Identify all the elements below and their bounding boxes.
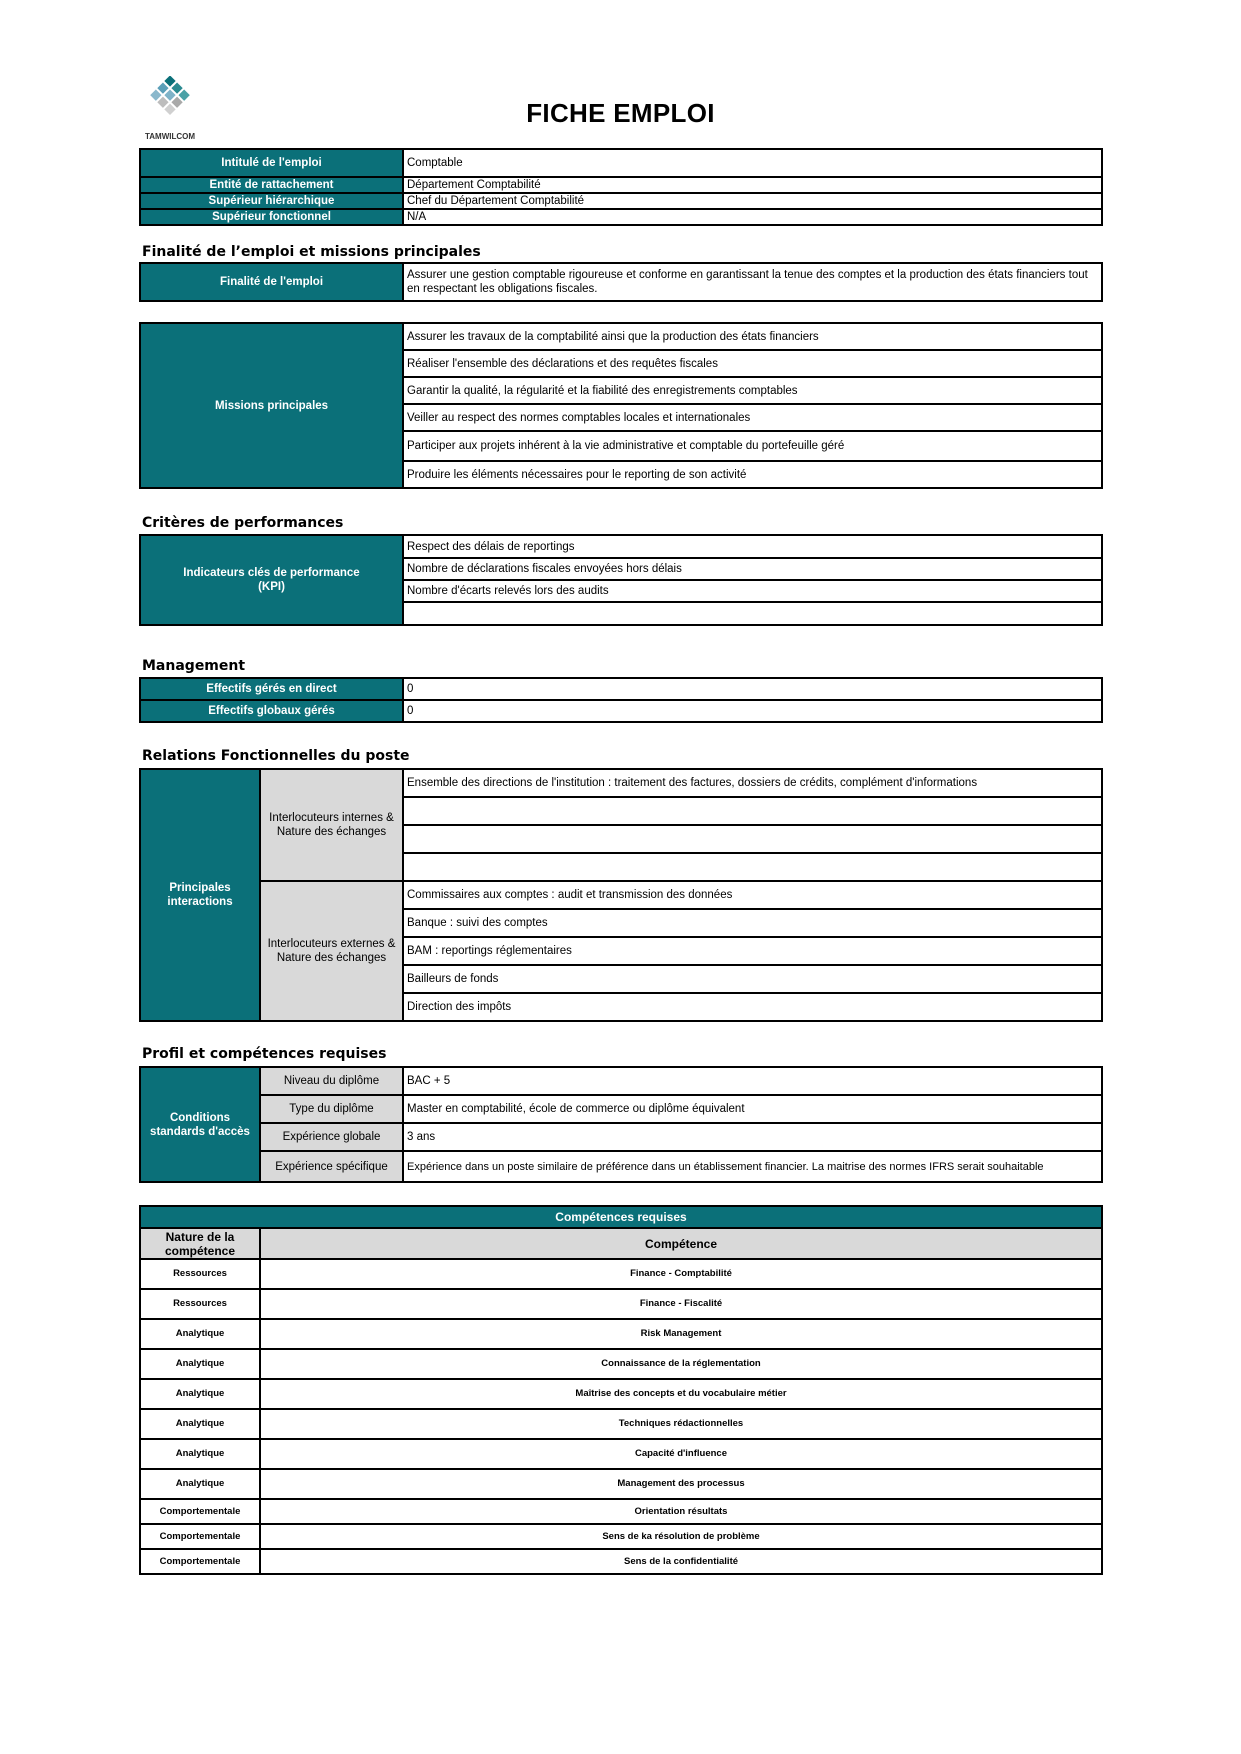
kpi-label — [140, 535, 403, 625]
field-value: Comptable — [403, 149, 1102, 177]
externes-label — [260, 881, 403, 1021]
nature-cell: Comportementale — [140, 1524, 260, 1549]
table-row — [140, 700, 1102, 722]
table-row — [140, 1151, 1102, 1182]
kpi-label-line1: Indicateurs clés de performance — [183, 567, 360, 579]
competence-cell: Sens de ka résolution de problème — [260, 1524, 1102, 1549]
section-title-finalite: Finalité de l’emploi et missions principales — [142, 244, 481, 260]
conditions-label-line1: Conditions — [169, 1111, 231, 1124]
nature-cell: Ressources — [140, 1259, 260, 1289]
table-row — [140, 769, 1102, 797]
field-label: Supérieur fonctionnel — [140, 209, 403, 225]
profil-table — [139, 1066, 1103, 1183]
table-row — [140, 177, 1102, 193]
competence-cell: Management des processus — [260, 1469, 1102, 1499]
interne-item — [403, 825, 1102, 853]
externe-item: Banque : suivi des comptes — [403, 909, 1102, 937]
competence-cell: Capacité d'influence — [260, 1439, 1102, 1469]
col-header-nature-line2: compétence — [164, 1243, 236, 1258]
competence-cell: Sens de la confidentialité — [260, 1549, 1102, 1574]
competence-cell: Finance - Comptabilité — [260, 1259, 1102, 1289]
nature-cell: Analytique — [140, 1379, 260, 1409]
externe-item: Direction des impôts — [403, 993, 1102, 1021]
interne-item: Ensemble des directions de l'institution : traitement des factures, dossiers de crédits, complément d'informations — [403, 769, 1102, 797]
table-row — [140, 881, 1102, 909]
table-row — [140, 1349, 1102, 1379]
table-row — [140, 1123, 1102, 1151]
competences-title: Compétences requises — [140, 1206, 1102, 1228]
identification-table — [139, 148, 1103, 226]
internes-label-line2: Nature des échanges — [276, 826, 387, 838]
kpi-table — [139, 534, 1103, 626]
externes-label-line1: Interlocuteurs externes & — [267, 938, 396, 950]
logo-text: TAMWILCOM — [144, 132, 196, 141]
table-row — [140, 1259, 1102, 1289]
missions-label: Missions principales — [140, 323, 403, 488]
table-row — [140, 323, 1102, 350]
field-label: Intitulé de l'emploi — [140, 149, 403, 177]
competence-cell: Maîtrise des concepts et du vocabulaire métier — [260, 1379, 1102, 1409]
externe-item: Bailleurs de fonds — [403, 965, 1102, 993]
field-value: Département Comptabilité — [403, 177, 1102, 193]
table-row — [140, 149, 1102, 177]
profil-field-value: BAC + 5 — [403, 1067, 1102, 1095]
nature-cell: Analytique — [140, 1349, 260, 1379]
field-label: Entité de rattachement — [140, 177, 403, 193]
field-value: Chef du Département Comptabilité — [403, 193, 1102, 209]
nature-cell: Comportementale — [140, 1499, 260, 1524]
col-header-nature-line1: Nature de la — [165, 1229, 235, 1244]
table-row — [140, 1095, 1102, 1123]
profil-field-label: Expérience spécifique — [260, 1151, 403, 1182]
section-title-performance: Critères de performances — [142, 515, 344, 531]
mission-item: Garantir la qualité, la régularité et la fiabilité des enregistrements comptables — [403, 377, 1102, 404]
nature-cell: Analytique — [140, 1439, 260, 1469]
section-title-management: Management — [142, 658, 246, 674]
interactions-label-line2: interactions — [167, 896, 233, 908]
finalite-table — [139, 262, 1103, 302]
finalite-value: Assurer une gestion comptable rigoureuse et conforme en garantissant la tenue des comptes et la production des états financiers tout en respectant les obligations fiscales. — [403, 263, 1102, 301]
nature-cell: Analytique — [140, 1469, 260, 1499]
kpi-item: Nombre d'écarts relevés lors des audits — [403, 580, 1102, 602]
finalite-label: Finalité de l'emploi — [140, 263, 403, 301]
table-row — [140, 1409, 1102, 1439]
table-row — [140, 1439, 1102, 1469]
conditions-label — [140, 1067, 260, 1182]
mission-item: Produire les éléments nécessaires pour le reporting de son activité — [403, 461, 1102, 488]
col-header-competence: Compétence — [260, 1228, 1102, 1259]
internes-label-line1: Interlocuteurs internes & — [269, 812, 394, 824]
field-label: Supérieur hiérarchique — [140, 193, 403, 209]
competence-cell: Finance - Fiscalité — [260, 1289, 1102, 1319]
table-row — [140, 1499, 1102, 1524]
mission-item: Réaliser l'ensemble des déclarations et des requêtes fiscales — [403, 350, 1102, 377]
externes-label-line2: Nature des échanges — [276, 952, 387, 964]
profil-field-value: Expérience dans un poste similaire de préférence dans un établissement financier. La maitrise des normes IFRS serait souhaitable — [403, 1151, 1102, 1182]
competence-cell: Risk Management — [260, 1319, 1102, 1349]
mission-item: Assurer les travaux de la comptabilité ainsi que la production des états financiers — [403, 323, 1102, 350]
field-label: Effectifs globaux gérés — [140, 700, 403, 722]
table-row — [140, 1524, 1102, 1549]
kpi-item: Nombre de déclarations fiscales envoyées hors délais — [403, 558, 1102, 580]
table-row — [140, 193, 1102, 209]
table-row — [140, 1469, 1102, 1499]
interactions-label — [140, 769, 260, 1021]
missions-table — [139, 322, 1103, 489]
interne-item — [403, 797, 1102, 825]
competence-cell: Connaissance de la réglementation — [260, 1349, 1102, 1379]
externe-item: Commissaires aux comptes : audit et transmission des données — [403, 881, 1102, 909]
mission-item: Participer aux projets inhérent à la vie administrative et comptable du portefeuille géré — [403, 431, 1102, 461]
field-value: 0 — [403, 700, 1102, 722]
competence-cell: Orientation résultats — [260, 1499, 1102, 1524]
table-row — [140, 209, 1102, 225]
interne-item — [403, 853, 1102, 881]
nature-cell: Ressources — [140, 1289, 260, 1319]
field-label: Effectifs gérés en direct — [140, 678, 403, 700]
table-row — [140, 1228, 1102, 1259]
table-row — [140, 1289, 1102, 1319]
profil-field-value: Master en comptabilité, école de commerce ou diplôme équivalent — [403, 1095, 1102, 1123]
profil-field-value: 3 ans — [403, 1123, 1102, 1151]
field-value: N/A — [403, 209, 1102, 225]
kpi-item — [403, 602, 1102, 625]
interactions-label-line1: Principales — [169, 882, 231, 894]
table-row — [140, 535, 1102, 558]
mission-item: Veiller au respect des normes comptables locales et internationales — [403, 404, 1102, 431]
table-row — [140, 263, 1102, 301]
page-title: FICHE EMPLOI — [526, 98, 715, 128]
table-row — [140, 1379, 1102, 1409]
externe-item: BAM : reportings réglementaires — [403, 937, 1102, 965]
section-title-relations: Relations Fonctionnelles du poste — [142, 748, 410, 764]
table-row — [140, 1549, 1102, 1574]
section-title-profil: Profil et compétences requises — [142, 1046, 387, 1062]
profil-field-label: Type du diplôme — [260, 1095, 403, 1123]
relations-table — [139, 768, 1103, 1022]
table-row — [140, 1067, 1102, 1095]
profil-field-label: Niveau du diplôme — [260, 1067, 403, 1095]
competences-table — [139, 1205, 1103, 1575]
competence-cell: Techniques rédactionnelles — [260, 1409, 1102, 1439]
col-header-nature — [140, 1228, 260, 1259]
nature-cell: Analytique — [140, 1409, 260, 1439]
nature-cell: Comportementale — [140, 1549, 260, 1574]
nature-cell: Analytique — [140, 1319, 260, 1349]
table-row — [140, 1206, 1102, 1228]
profil-field-label: Expérience globale — [260, 1123, 403, 1151]
table-row — [140, 678, 1102, 700]
kpi-label-line2: (KPI) — [258, 581, 285, 593]
kpi-item: Respect des délais de reportings — [403, 535, 1102, 558]
table-row — [140, 1319, 1102, 1349]
internes-label — [260, 769, 403, 881]
management-table — [139, 677, 1103, 723]
field-value: 0 — [403, 678, 1102, 700]
conditions-label-line2: standards d'accès — [150, 1125, 250, 1138]
